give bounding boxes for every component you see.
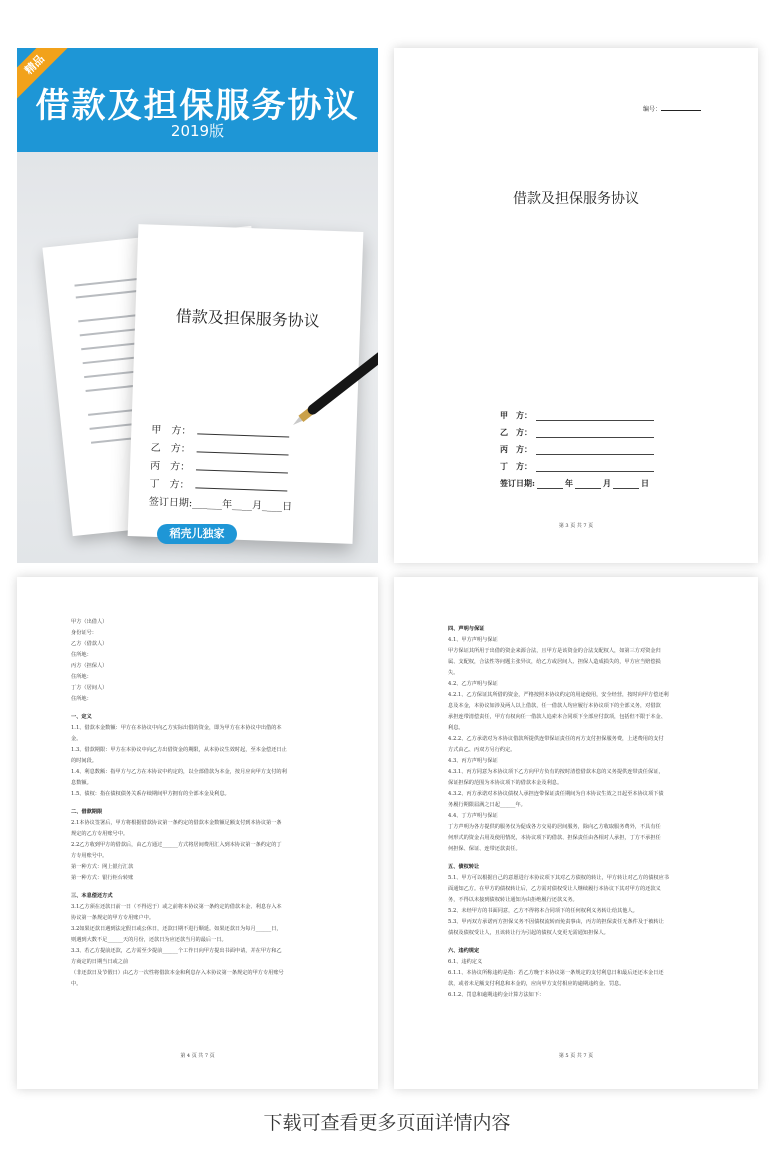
text-line: 务履行期限届满之日起______年。 [448, 802, 526, 808]
sign-row: 丙 方： [150, 457, 288, 477]
premium-tag: 精品 [17, 48, 71, 101]
text-line: 属、支配权，合法性等问题主张异议，给乙方或居间人、担保人造成损失的，甲方应当赔偿损 [448, 659, 661, 665]
text-line: （非还款日及节假日）由乙方一次性将借款本金和利息存入本协议第一条规定的甲方专用账号 [71, 970, 284, 976]
section-heading: 二、借款期限 [71, 809, 103, 815]
text-line: 4.2.1、乙方保证其所借的资金，严格按照本协议约定的用途使用，安全经营，按时向甲方偿还利 [448, 692, 669, 698]
section-heading: 三、本息偿还方式 [71, 893, 113, 899]
text-line: 丙方（担保人） [71, 663, 108, 669]
text-line: 6.1、违约定义 [448, 959, 483, 965]
text-line: 3.3、若乙方提前还款，乙方需至少提前______个工作日向甲方提出书面申请，并在甲方和乙 [71, 948, 282, 954]
section-heading: 六、违约规定 [448, 948, 480, 954]
text-line: 1.1、借款本金数额：甲方在本协议中向乙方实际出借的资金，即为甲方在本协议中出借的本 [71, 725, 282, 731]
text-line: 甲方（出借人） [71, 619, 108, 625]
text-line: 金。 [71, 736, 82, 742]
text-line: 丁方声明为各方提供的服务仅为促成各方交易的居间服务，除向乙方收取服务费外，不具有任 [448, 824, 661, 830]
text-line: 第一种方式：银行柜台转账 [71, 875, 134, 881]
download-hint: 下载可查看更多页面详情内容 [263, 1112, 511, 1134]
text-line: 5.3、甲丙双方承诺丙方担保义务不因债权流转而免责事由，丙方的担保责任无条件及于被转让 [448, 919, 664, 925]
text-line: 第一种方式：网上银行汇款 [71, 864, 134, 870]
text-line: 4.3.1、丙方同意为本协议项下乙方向甲方负有的按时清偿借款本息的义务提供连带责任保证， [448, 769, 664, 775]
text-line: 利息。 [448, 725, 464, 731]
text-line: 4.2、乙方声明与保证 [448, 681, 498, 687]
paper-title: 借款及担保服务协议 [175, 306, 321, 331]
section-heading: 一、定义 [71, 714, 92, 720]
document-page-3 [394, 48, 758, 563]
page-title: 借款及担保服务协议 [513, 191, 639, 207]
sign-row: 丁 方： [149, 475, 287, 495]
text-line: 务，不得以未接到债权转让通知为由拒绝履行还款义务。 [448, 897, 578, 903]
text-line: 息及本金，本协议如涉及两人以上借款，任一借款人均应履行本协议项下的全部义务，对借款 [448, 703, 661, 709]
text-line: 息数额。 [71, 780, 92, 786]
text-line: 1.3、借款期限：甲方在本协议中向乙方出借资金的期限，从本协议生效时起，至本金偿还日止 [71, 747, 287, 753]
document-page-5 [394, 577, 758, 1089]
text-line: 债权及债权受让人，且该转让行为引起的债权人变更无需通知担保人。 [448, 930, 609, 936]
text-line: 承担连带清偿责任，甲方有权向任一借款人追索本合同项下全部应付款项，包括但不限于本金、 [448, 714, 666, 720]
text-line: 丁方（居间人） [71, 685, 108, 691]
text-line: 2.1本协议签署后，甲方将根据借款协议第一条约定的借款本金数额足额支付到本协议第一条 [71, 820, 282, 826]
text-line: 身份证号： [71, 630, 97, 636]
front-paper-illustration [128, 224, 364, 544]
text-line: 5.1、甲方可以根据自己的意愿进行本协议项下其对乙方债权的转让，甲方转让对乙方的债权应书 [448, 875, 669, 881]
page-body [448, 617, 669, 1001]
page-number: 第 3 页 共 7 页 [558, 523, 594, 529]
cover-year: 2019版 [170, 122, 225, 140]
text-line: 4.4、丁方声明与保证 [448, 813, 498, 819]
text-line: 3.1乙方须在还款日前一日（不得迟于）或之前将本协议第一条约定的借款本金、利息存入本 [71, 904, 282, 910]
text-line: 5.2、未经甲方的书面同意，乙方不得将本合同项下的任何权利义务转让给其他人。 [448, 908, 638, 914]
document-page-4 [17, 577, 378, 1089]
text-line: 则遇到大数不足______天的月份，还款日为应还款当月的最后一日。 [71, 937, 227, 943]
text-line: 中。 [71, 981, 82, 987]
text-line: 方式由乙、丙双方另行约定。 [448, 747, 516, 753]
text-line: 的时间段。 [71, 758, 97, 764]
cover-panel [17, 48, 378, 563]
text-line: 住所地： [71, 674, 92, 680]
text-line: 4.2.2、乙方承诺对为本协议借款所提供连带保证责任的丙方支付担保服务费，上述费用的支付 [448, 736, 664, 742]
serial-number: 编号： [643, 104, 701, 113]
text-line: 何担保、保证、连带还款责任。 [448, 846, 521, 852]
text-line: 何形式的资金占用及使用情况，本协议项下的借款、担保责任由各相对人承担，丁方不承担任 [448, 835, 661, 841]
cover-banner [17, 48, 378, 152]
text-line: 住所地： [71, 696, 92, 702]
text-line: 4.3、丙方声明与保证 [448, 758, 498, 764]
text-line: 乙方（借款人） [71, 641, 108, 647]
sign-date: 签订日期:______年____月____日 [148, 496, 293, 513]
section-heading: 四、声明与保证 [448, 626, 485, 632]
sign-row: 丙 方： [500, 444, 654, 455]
sign-row: 丁 方： [500, 461, 654, 472]
text-line: 4.3.2、丙方承诺对本协议债权人承担连带保证责任期间为自本协议生效之日起至本协议项下债 [448, 791, 664, 797]
text-line: 规定的乙方专用账号中。 [71, 831, 129, 837]
cover-title: 借款及担保服务协议 [35, 86, 360, 126]
text-line: 失。 [448, 670, 459, 676]
sign-row: 甲 方： [151, 421, 289, 441]
text-line: 款，或者未足额支付利息和本金的，应向甲方支付相应的逾期违约金、罚息。 [448, 981, 625, 987]
text-line: 甲方保证其所用于出借的资金来源合法，且甲方是该资金的合法支配权人，如第三方对资金归 [448, 648, 661, 654]
sign-row: 乙 方： [500, 427, 654, 438]
page-number: 第 4 页 共 7 页 [180, 1053, 215, 1059]
sign-row: 乙 方： [151, 439, 289, 459]
text-line: 2.2乙方收到甲方的借款后，由乙方通过______方式将居间费用汇入到本协议第一条约定的丁 [71, 842, 282, 848]
sign-row: 甲 方： [500, 410, 654, 421]
text-line: 方专用账号中。 [71, 853, 108, 859]
text-line: 6.1.1、本协议所称违约是指：若乙方晚于本协议第一条规定的支付利息日和最后还还本金日还 [448, 970, 664, 976]
text-line: 方商定的日期当日或之前 [71, 959, 129, 965]
text-line: 1.5、债权：指在债权债务关系存续期间甲方拥有的全部本金及利息。 [71, 791, 230, 797]
text-line: 面通知乙方。在甲方的债权转让后，乙方需对债权受让人继续履行本协议下其对甲方的还款义 [448, 886, 661, 892]
sign-date: 签订日期: 年 月 日 [500, 478, 649, 488]
text-line: 协议第一条规定的甲方专用账户中。 [71, 915, 155, 921]
exclusive-badge: 稻壳儿独家 [157, 524, 237, 544]
text-line: 住所地： [71, 652, 92, 658]
page-number: 第 5 页 共 7 页 [558, 1053, 594, 1059]
page-body [71, 617, 287, 990]
section-heading: 五、债权转让 [448, 864, 480, 870]
text-line: 1.4、利息数额：指甲方与乙方在本协议中约定的，以全部借款为本金，按月应向甲方支付的利 [71, 769, 287, 775]
text-line: 4.1、甲方声明与保证 [448, 637, 498, 643]
text-line: 6.1.2、罚息和逾期违约金计算方法如下： [448, 992, 545, 998]
text-line: 保证担保的范围为本协议项下的借款本金及利息。 [448, 780, 563, 786]
text-line: 3.2如果还款日遇到法定假日或公休日，还款日期不进行顺延。如果还款日为每月______日， [71, 926, 282, 932]
